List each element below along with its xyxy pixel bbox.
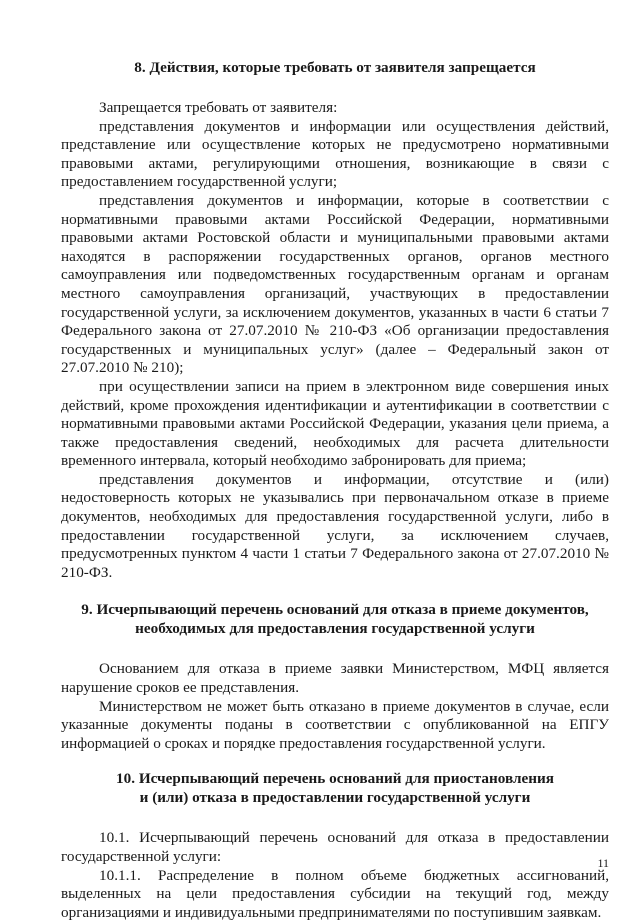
section-8-paragraph-5: представления документов и информации, отсутствие и (или) недостоверность которых не указывались при первоначальном отказе в приеме документов, необходимых для предоставления государственной услуги, либо в предоставлении государственной услуги, за исключением случаев, предусмотренных пунктом 4 части 1 статьи 7 Федерального закона от 27.07.2010 № 210-ФЗ. (61, 470, 609, 581)
page-number: 11 (597, 856, 609, 870)
section-9-paragraph-2: Министерством не может быть отказано в приеме документов в случае, если указанные документы поданы в соответствии с опубликованной на ЕПГУ информацией о сроках и порядке предоставления государственной услуги. (61, 697, 609, 752)
section-10-paragraph-1: 10.1. Исчерпывающий перечень оснований для отказа в предоставлении государственной услуги: (61, 829, 609, 865)
section-9-heading (61, 600, 609, 638)
section-9-heading-line-2: необходимых для предоставления государственной услуги (135, 620, 535, 638)
section-8-paragraph-2: представления документов и информации или осуществления действий, представление или осуществление которых не предусмотрено нормативными правовыми актами, регулирующими отношения, возникающие в связи с предоставлением государственной услуги; (61, 117, 609, 191)
section-10-paragraph-2: 10.1.1. Распределение в полном объеме бюджетных ассигнований, выделенных на цели предоставления субсидии на текущий год, между организациями и индивидуальными предпринимателями по поступившим заявкам. (61, 866, 609, 921)
section-8-paragraph-4: при осуществлении записи на прием в электронном виде совершения иных действий, кроме прохождения идентификации и аутентификации в соответствии с нормативными правовыми актами Российской Федерации, указания цели приема, а также предоставления сведений, необходимых для расчета длительности временного интервала, который необходимо забронировать для приема; (61, 377, 609, 470)
section-9-paragraph-1: Основанием для отказа в приеме заявки Министерством, МФЦ является нарушение сроков ее представления. (61, 660, 609, 697)
section-8-paragraph-3: представления документов и информации, которые в соответствии с нормативными правовыми актами Российской Федерации, нормативными правовыми актами Ростовской области и муниципальными правовыми актами находятся в распоряжении государственных органов, органов местного самоуправления или подведомственных государственным органам и органам местного самоуправления организаций, участвующих в предоставлении государственной услуги, за исключением документов, указанных в части 6 статьи 7 Федерального закона от 27.07.2010 № 210-ФЗ «Об организации предоставления государственных и муниципальных услуг» (далее – Федеральный закон от 27.07.2010 № 210); (61, 191, 609, 377)
section-10-heading-line-2: и (или) отказа в предоставлении государственной услуги (139, 789, 531, 807)
section-8-paragraph-1: Запрещается требовать от заявителя: (99, 99, 338, 116)
section-9-heading-line-1: 9. Исчерпывающий перечень оснований для отказа в приеме документов, (81, 601, 589, 619)
section-8-heading: 8. Действия, которые требовать от заявителя запрещается (134, 59, 536, 76)
document-page (61, 58, 609, 922)
section-10-heading-line-1: 10. Исчерпывающий перечень оснований для приостановления (116, 770, 554, 788)
section-10-heading (61, 769, 609, 807)
